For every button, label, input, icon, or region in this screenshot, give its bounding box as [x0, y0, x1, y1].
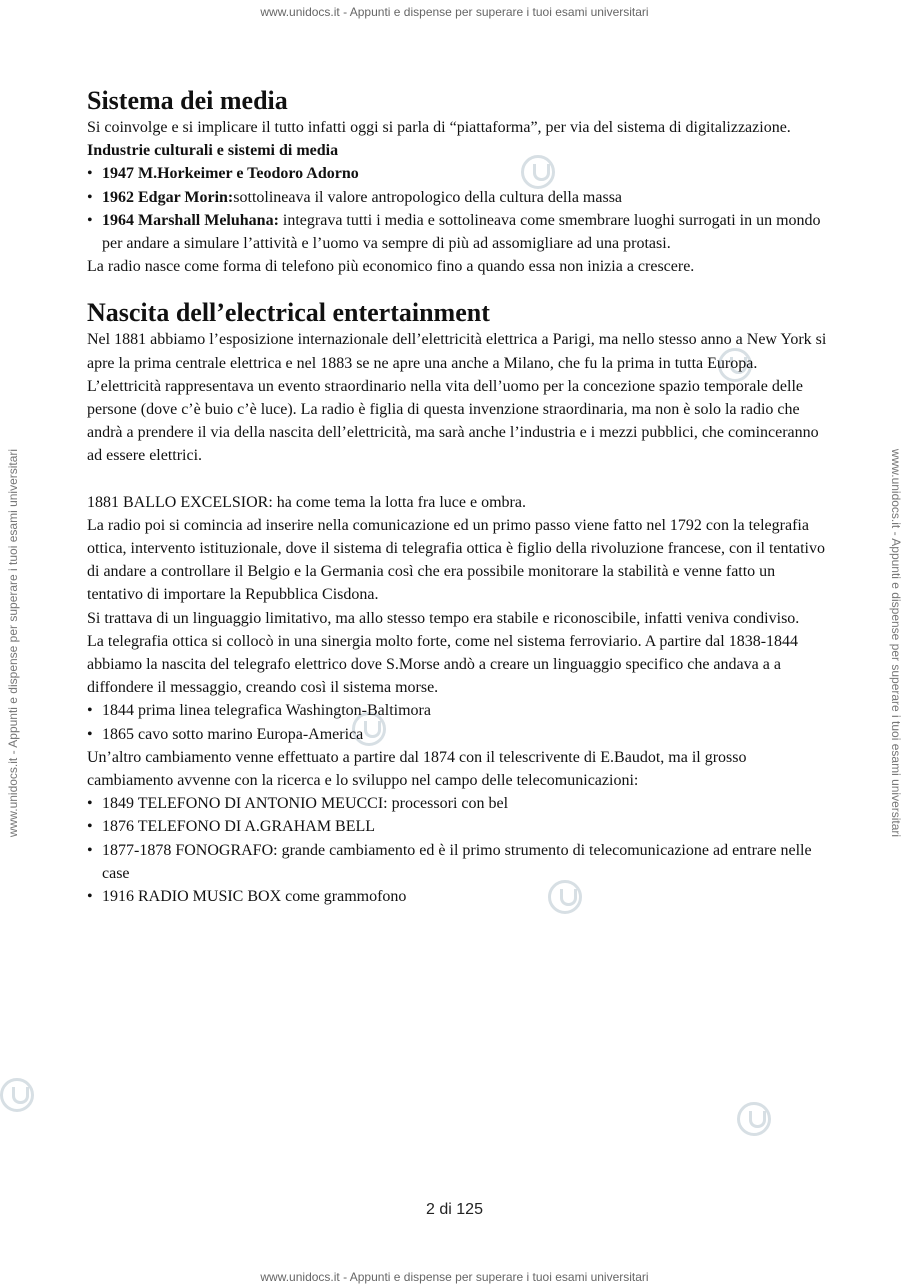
paragraph: Nel 1881 abbiamo l’esposizione internazionale dell’elettricità elettrica a Parigi, ma nello stesso anno a New York si apre la prima centrale elettrica e nel 1883 se ne apre una anche a Milano, che fu la prima in tutta Europa.: [87, 331, 827, 372]
watermark-header: www.unidocs.it - Appunti e dispense per superare i tuoi esami universitari: [260, 5, 649, 19]
paragraph: Si trattava di un linguaggio limitativo, ma allo stesso tempo era stabile e riconoscibile, infatti veniva condiviso.: [87, 609, 800, 627]
list-item: • 1844 prima linea telegrafica Washington-Baltimora: [87, 699, 827, 722]
list-item: • 1964 Marshall Meluhana: integrava tutti i media e sottolineava come smembrare luoghi surrogati in un mondo per andare a simulare l’attività e l’uomo va sempre di più ad assomigliare ad una protasi.: [87, 209, 827, 255]
paragraph: La radio poi si comincia ad inserire nella comunicazione ed un primo passo viene fatto nel 1792 con la telegrafia ottica, intervento istituzionale, dove il sistema di telegrafia ottica è figlio della rivoluzione francese, con il tentativo di andare a controllare il Belgio e la Germania così che era possibile monitorare la stabilità e venne fatto un tentativo di importare la Repubblica Cisdona.: [87, 516, 825, 604]
bullet-list: [87, 699, 827, 745]
paragraph: La radio nasce come forma di telefono più economico fino a quando essa non inizia a crescere.: [87, 258, 695, 276]
list-item: • 1876 TELEFONO DI A.GRAHAM BELL: [87, 815, 827, 838]
list-item: • 1962 Edgar Morin:sottolineava il valore antropologico della cultura della massa: [87, 186, 827, 209]
bullet-list: [87, 162, 827, 255]
watermark-logo-icon: [0, 1078, 34, 1112]
list-item: • 1916 RADIO MUSIC BOX come grammofono: [87, 885, 827, 908]
watermark-footer: www.unidocs.it - Appunti e dispense per superare i tuoi esami universitari: [260, 1270, 649, 1284]
list-item: • 1865 cavo sotto marino Europa-America: [87, 723, 827, 746]
paragraph: L’elettricità rappresentava un evento straordinario nella vita dell’uomo per la concezione spazio temporale delle persone (dove c’è buio c’è luce). La radio è figlia di questa invenzione straordinaria, ma non è solo la radio che andrà a prendere il via della nascita dell’elettricità, ma sarà anche l’industria e i mezzi pubblici, che cominceranno ad essere elettrici.: [87, 377, 819, 465]
paragraph: 1881 BALLO EXCELSIOR: ha come tema la lotta fra luce e ombra.: [87, 493, 526, 511]
paragraph: Si coinvolge e si implicare il tutto infatti oggi si parla di “piattaforma”, per via del sistema di digitalizzazione.: [87, 119, 791, 136]
paragraph: La telegrafia ottica si collocò in una sinergia molto forte, come nel sistema ferroviario. A partire dal 1838-1844 abbiamo la nascita del telegrafo elettrico dove S.Morse andò a creare un linguaggio specifico che andava a a diffondere il messaggio, creando così il sistema morse.: [87, 632, 799, 697]
watermark-left: www.unidocs.it - Appunti e dispense per superare i tuoi esami universitari: [6, 448, 20, 838]
list-item: • 1849 TELEFONO DI ANTONIO MEUCCI: processori con bel: [87, 792, 827, 815]
list-item: • 1877-1878 FONOGRAFO: grande cambiamento ed è il primo strumento di telecomunicazione ad entrare nelle case: [87, 839, 827, 885]
section-title: Sistema dei media: [87, 86, 288, 115]
section-title: Nascita dell’electrical entertainment: [87, 298, 490, 328]
page-number: 2 di 125: [426, 1201, 483, 1218]
watermark-right: www.unidocs.it - Appunti e dispense per superare i tuoi esami universitari: [889, 448, 903, 838]
document-body: [87, 86, 827, 908]
subheading: Industrie culturali e sistemi di media: [87, 142, 339, 160]
list-item: • 1947 M.Horkeimer e Teodoro Adorno: [87, 162, 827, 185]
paragraph: Un’altro cambiamento venne effettuato a partire dal 1874 con il telescrivente di E.Baudot, ma il grosso cambiamento avvenne con la ricerca e lo sviluppo nel campo delle telecomunicazioni:: [87, 748, 747, 790]
watermark-logo-icon: [737, 1102, 771, 1136]
bullet-list: [87, 792, 827, 908]
